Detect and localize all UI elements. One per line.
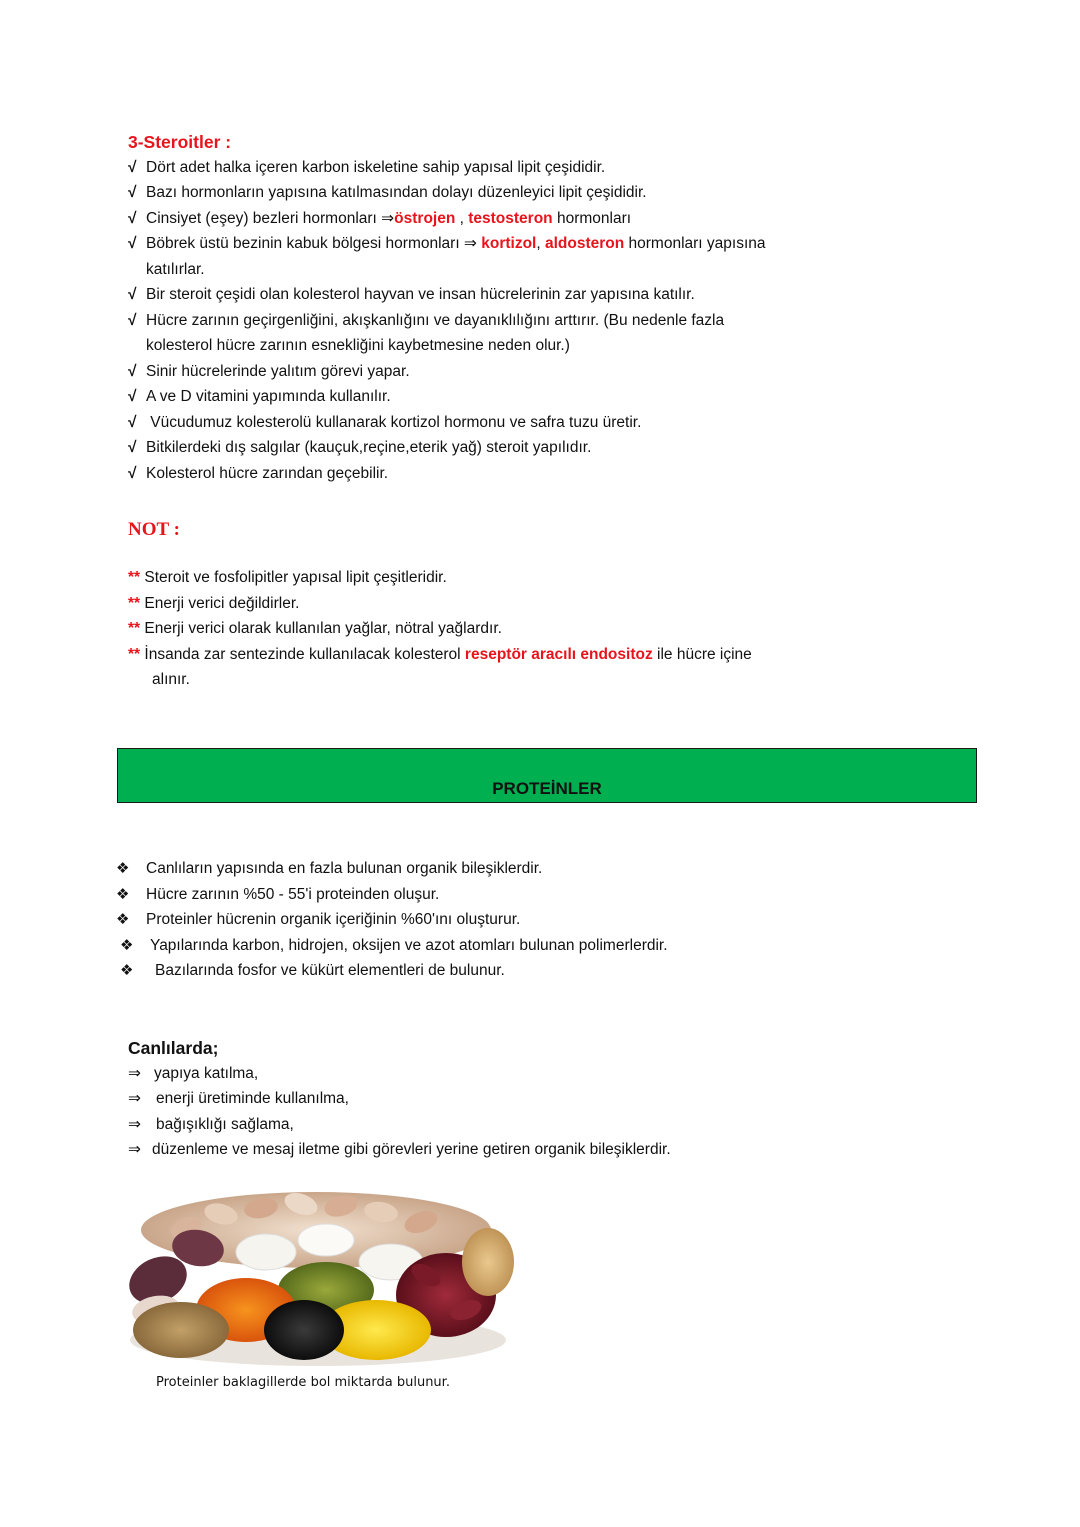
steroid-item: √ Bazı hormonların yapısına katılmasından dolayı düzenleyici lipit çeşididir. — [128, 184, 647, 201]
diamond-bullet-icon: ❖ — [120, 962, 134, 979]
steroid-item: √ Cinsiyet (eşey) bezleri hormonları ⇒östrojen , testosteron hormonları — [128, 210, 632, 227]
steroid-item: √ Dört adet halka içeren karbon iskeletine sahip yapısal lipit çeşididir. — [128, 159, 606, 176]
protein-fact: ❖ Canlıların yapısında en fazla bulunan organik bileşiklerdir. — [116, 860, 543, 877]
function-item: ⇒ yapıya katılma, — [128, 1065, 259, 1082]
proteins-banner — [117, 748, 977, 803]
steroid-item: √ Bir steroit çeşidi olan kolesterol hayvan ve insan hücrelerinin zar yapısına katılır. — [128, 286, 695, 303]
steroids-heading: 3-Steroitler : — [128, 132, 232, 152]
protein-fact: ❖ Yapılarında karbon, hidrojen, oksijen ve azot atomları bulunan polimerlerdir. — [120, 937, 668, 954]
diamond-bullet-icon: ❖ — [116, 860, 130, 877]
legumes-image — [126, 1190, 516, 1370]
note-item: ** Enerji verici olarak kullanılan yağlar, nötral yağlardır. — [128, 620, 502, 637]
protein-fact: ❖ Proteinler hücrenin organik içeriğinin %60'ını oluşturur. — [116, 911, 521, 928]
arrow-icon: ⇒ — [128, 1090, 141, 1107]
steroid-item: √ Böbrek üstü bezinin kabuk bölgesi hormonları ⇒ kortizol, aldosteron hormonları yapısına — [128, 235, 766, 252]
function-item: ⇒ enerji üretiminde kullanılma, — [128, 1090, 349, 1107]
image-caption: Proteinler baklagillerde bol miktarda bulunur. — [156, 1375, 450, 1390]
steroid-item-continuation: katılırlar. — [146, 261, 205, 278]
protein-fact: ❖ Hücre zarının %50 - 55'i proteinden oluşur. — [116, 886, 440, 903]
functions-heading: Canlılarda; — [128, 1038, 219, 1058]
steroid-item-continuation: kolesterol hücre zarının esnekliğini kaybetmesine neden olur.) — [146, 337, 570, 354]
steroid-item: √ Kolesterol hücre zarından geçebilir. — [128, 465, 389, 482]
diamond-bullet-icon: ❖ — [116, 911, 130, 928]
steroid-item: √ Vücudumuz kolesterolü kullanarak kortizol hormonu ve safra tuzu üretir. — [128, 414, 642, 431]
note-item: ** Steroit ve fosfolipitler yapısal lipit çeşitleridir. — [128, 569, 447, 586]
steroid-item: √ Bitkilerdeki dış salgılar (kauçuk,reçine,eterik yağ) steroit yapılıdır. — [128, 439, 592, 456]
note-heading: NOT : — [128, 519, 180, 540]
proteins-banner-title: PROTEİNLER — [492, 779, 602, 798]
note-item: ** Enerji verici değildirler. — [128, 595, 300, 612]
function-item: ⇒ düzenleme ve mesaj iletme gibi görevleri yerine getiren organik bileşiklerdir. — [128, 1141, 671, 1158]
diamond-bullet-icon: ❖ — [120, 937, 134, 954]
steroid-item: √ A ve D vitamini yapımında kullanılır. — [128, 388, 391, 405]
note-item-continuation: alınır. — [152, 671, 190, 688]
note-item: ** İnsanda zar sentezinde kullanılacak kolesterol reseptör aracılı endositoz ile hücre içine — [128, 646, 752, 663]
arrow-icon: ⇒ — [128, 1116, 141, 1133]
protein-fact: ❖ Bazılarında fosfor ve kükürt elementleri de bulunur. — [120, 962, 505, 979]
diamond-bullet-icon: ❖ — [116, 886, 130, 903]
arrow-icon: ⇒ — [128, 1141, 141, 1158]
arrow-icon: ⇒ — [128, 1065, 141, 1082]
steroid-item: √ Sinir hücrelerinde yalıtım görevi yapar. — [128, 363, 410, 380]
steroid-item: √ Hücre zarının geçirgenliğini, akışkanlığını ve dayanıklılığını arttırır. (Bu nedenle fazla — [128, 312, 725, 329]
function-item: ⇒ bağışıklığı sağlama, — [128, 1116, 294, 1133]
